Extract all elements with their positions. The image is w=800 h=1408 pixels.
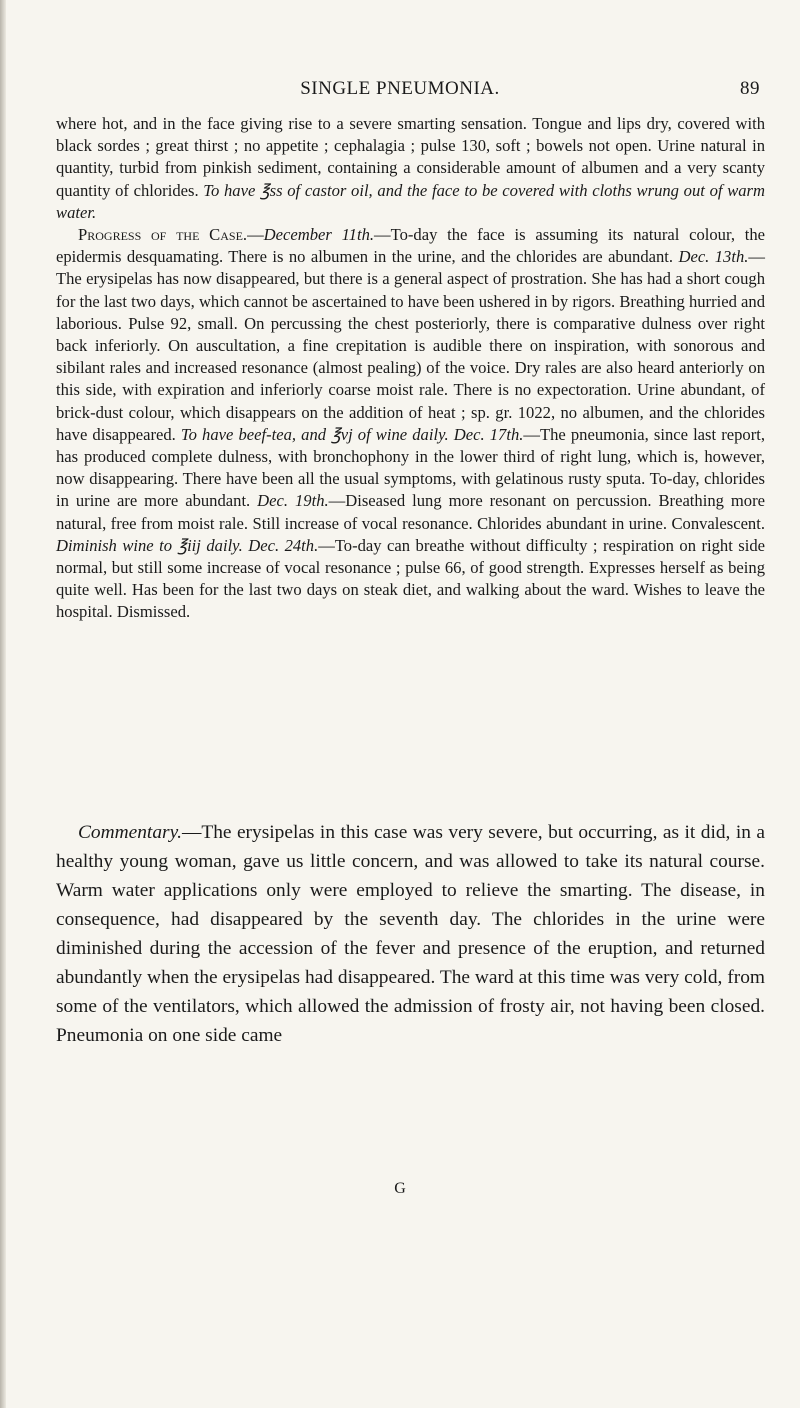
- commentary-section: [56, 818, 765, 1050]
- date-dec-13: Dec. 13th.: [678, 247, 749, 267]
- progress-text-3: —The pneumonia, since last report, has produced complete dulness, with bronchophony in the lower third of right lung, which is, however, now disappearing. There have been all the usual symptoms, with gelatinous rusty sputa. To-day, chlorides in urine are more abundant.: [56, 424, 765, 511]
- date-dec-19: Dec. 19th.: [257, 491, 329, 511]
- running-head: SINGLE PNEUMONIA.: [300, 78, 500, 99]
- paragraph-symptoms: [56, 113, 765, 224]
- page-header: [0, 78, 800, 108]
- case-notes: [56, 113, 765, 624]
- treatment-instruction: To have ℥ss of castor oil, and the face to be covered with cloths wrung out of warm water.: [56, 180, 765, 222]
- page-number: 89: [740, 78, 760, 99]
- commentary-paragraph: [56, 818, 765, 1050]
- commentary-label: Commentary.: [78, 822, 182, 843]
- signature-mark: G: [394, 1180, 406, 1197]
- progress-text-2: — The erysipelas has now disappeared, but there is a general aspect of prostration. She has had a short cough for the last two days, which cannot be ascertained to have been ushered in by rigors. Breathing hurried and laborious. Pulse 92, small. On percussing the chest posteriorly, there is comparative dulness over right back inferiorly. On auscultation, a fine crepitation is audible there on inspiration, with sonorous and sibilant rales and increased resonance (almost pealing) of the voice. Dry rales are also heard anteriorly on this side, with expiration and inferiorly coarse moist rale. There is no expectoration. Urine abundant, of brick-dust colour, which disappears on the addition of heat ; sp. gr. 1022, no albumen, and the chlorides have disappeared.: [56, 247, 765, 444]
- progress-text-1: —To-day the face is assuming its natural colour, the epidermis desquamating. There is no albumen in the urine, and the chlorides are abundant.: [56, 225, 765, 267]
- progress-text-4: —Diseased lung more resonant on percussion. Breathing more natural, free from moist rale. Still increase of vocal resonance. Chlorides abundant in urine. Convalescent.: [56, 491, 765, 533]
- paragraph-progress: Progress of the Case.—December 11th.—To-day the face is assuming its natural colour, the epidermis desquamating. There is no albumen in the urine, and the chlorides are abundant. Dec. 13th.— The erysipelas has now disappeared, but there is a general aspect of prostration. She has had a short cough for the last two days, which cannot be ascertained to have been ushered in by rigors. Breathing hurried and laborious. Pulse 92, small. On percussing the chest posteriorly, there is comparative dulness over right back inferiorly. On auscultation, a fine crepitation is audible there on inspiration, with sonorous and sibilant rales and increased resonance (almost pealing) of the voice. Dry rales are also heard anteriorly on this side, with expiration and inferiorly coarse moist rale. There is no expectoration. Urine abundant, of brick-dust colour, which disappears on the addition of heat ; sp. gr. 1022, no albumen, and the chlorides have disappeared. To have beef-tea, and ℥vj of wine daily. Dec. 17th.—The pneumonia, since last report, has produced complete dulness, with bronchophony in the lower third of right lung, which is, however, now disappearing. There have been all the usual symptoms, with gelatinous rusty sputa. To-day, chlorides in urine are more abundant. Dec. 19th.—Diseased lung more resonant on percussion. Breathing more natural, free from moist rale. Still increase of vocal resonance. Chlorides abundant in urine. Convalescent. Diminish wine to ℥iij daily. Dec. 24th.—To-day can breathe without difficulty ; respiration on right side normal, but still some increase of vocal resonance ; pulse 66, of good strength. Expresses herself as being quite well. Has been for the last two days on steak diet, and walking about the ward. Wishes to leave the hospital. Dismissed.: [56, 225, 766, 622]
- treatment-beef-tea: To have beef-tea, and ℥vj of wine daily. Dec. 17th.: [180, 424, 524, 444]
- commentary-text: —The erysipelas in this case was very severe, but occurring, as it did, in a healthy young woman, gave us little concern, and was allowed to take its natural course. Warm water applications only were employed to relieve the smarting. The disease, in consequence, had disappeared by the seventh day. The chlorides in the urine were diminished during the accession of the fever and presence of the eruption, and returned abundantly when the erysipelas had disappeared. The ward at this time was very cold, from some of the ventilators, which allowed the admission of frosty air, not having been closed. Pneumonia on one side came: [56, 822, 765, 1046]
- progress-heading: Progress of the Case.: [78, 225, 248, 245]
- symptoms-text: where hot, and in the face giving rise to a severe smarting sensation. Tongue and lips dry, covered with black sordes ; great thirst ; no appetite ; cephalagia ; pulse 130, soft ; bowels not open. Urine natural in quantity, turbid from pinkish sediment, containing a considerable amount of albumen and a very scanty quantity of chlorides.: [56, 114, 765, 200]
- date-dec-11: December 11th.: [263, 225, 375, 245]
- progress-text-5: —To-day can breathe without difficulty ; respiration on right side normal, but still some increase of vocal resonance ; pulse 66, of good strength. Expresses herself as being quite well. Has been for the last two days on steak diet, and walking about the ward. Wishes to leave the hospital. Dismissed.: [56, 535, 766, 622]
- treatment-diminish-wine: Diminish wine to ℥iij daily. Dec. 24th.: [56, 535, 319, 555]
